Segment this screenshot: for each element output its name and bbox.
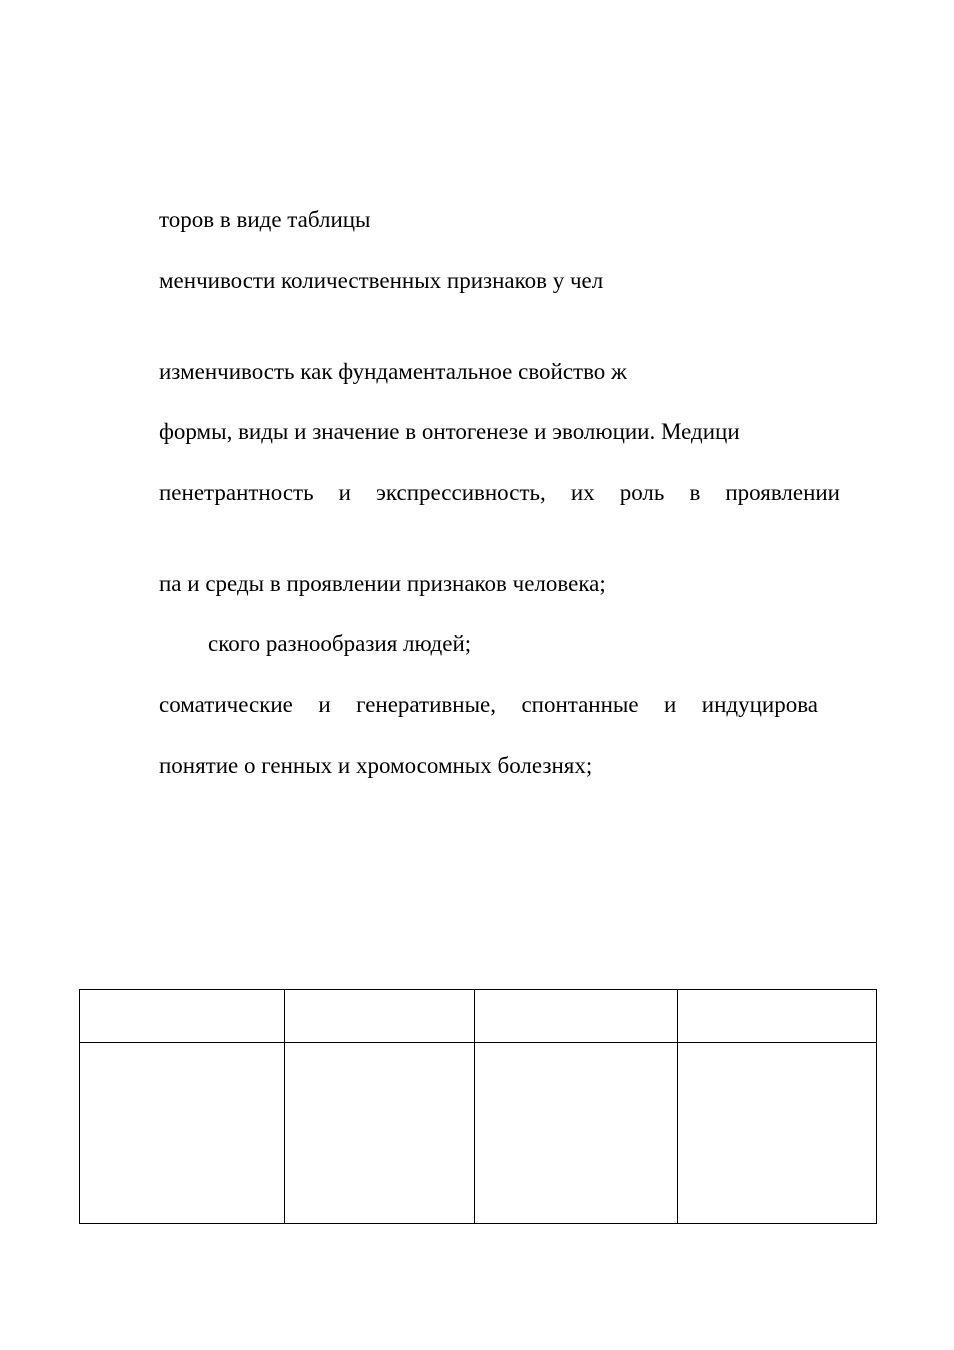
table-cell — [475, 990, 678, 1043]
table-cell — [285, 1043, 475, 1224]
table-row — [80, 1043, 877, 1224]
text-line-6: па и среды в проявлении признаков человека; — [159, 571, 606, 596]
word: и — [664, 692, 677, 717]
word: и — [338, 480, 351, 505]
text-line-5 — [159, 479, 840, 507]
word: спонтанные — [521, 692, 639, 717]
table-cell — [678, 990, 877, 1043]
text-line-4: формы, виды и значение в онтогенезе и эволюции. Медици — [159, 419, 740, 444]
table-cell — [285, 990, 475, 1043]
word: и — [318, 692, 331, 717]
word: роль — [619, 480, 665, 505]
word: генеративные, — [356, 692, 496, 717]
table-header-row — [80, 990, 877, 1043]
table-cell — [80, 1043, 285, 1224]
table-cell — [475, 1043, 678, 1224]
word: их — [570, 480, 595, 505]
word: соматические — [159, 692, 293, 717]
word: пенетрантность — [159, 480, 314, 505]
word: экспрессивность, — [376, 480, 546, 505]
word: индуцирова — [701, 692, 818, 717]
table-cell — [80, 990, 285, 1043]
text-line-3: изменчивость как фундаментальное свойство ж — [159, 359, 627, 384]
word: проявлении — [725, 480, 840, 505]
empty-table — [79, 989, 877, 1224]
text-line-1: торов в виде таблицы — [159, 207, 371, 232]
text-line-7: ского разнообразия людей; — [208, 631, 472, 656]
text-line-9: понятие о генных и хромосомных болезнях; — [159, 753, 593, 778]
text-line-8 — [159, 691, 818, 719]
table-cell — [678, 1043, 877, 1224]
word: в — [689, 480, 701, 505]
text-line-2: менчивости количественных признаков у чел — [159, 268, 604, 293]
